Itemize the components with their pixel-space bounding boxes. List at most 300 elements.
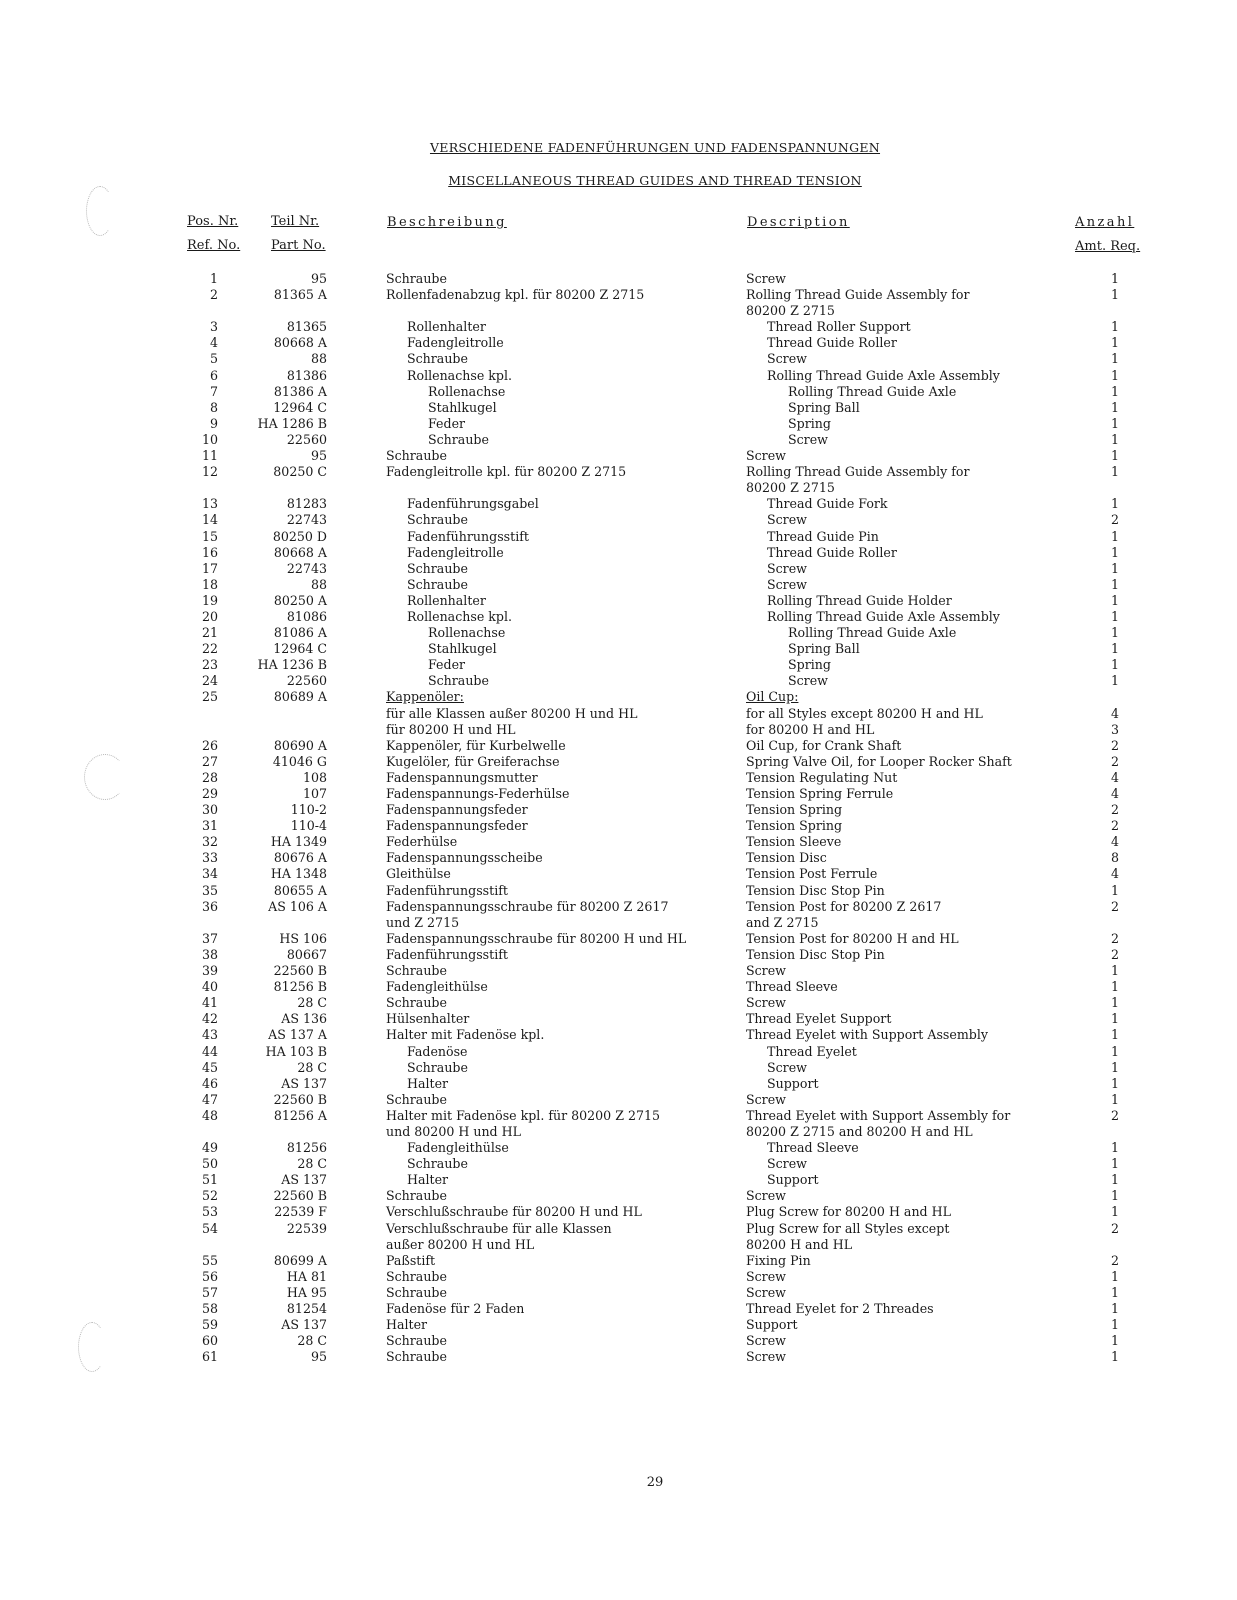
row-description-de: Fadenspannungsmutter — [386, 769, 538, 785]
row-amount: 2 — [1110, 930, 1119, 946]
row-part-nr: HA 1348 — [270, 866, 327, 882]
row-pos-nr: 57 — [201, 1284, 218, 1300]
row-description-de: Fadenführungsgabel — [407, 496, 539, 512]
row-description-de: Gleithülse — [386, 866, 451, 882]
table-row — [0, 368, 1237, 384]
row-part-nr: 81365 A — [273, 287, 327, 303]
row-part-nr: HA 1236 B — [257, 657, 327, 673]
row-part-nr: AS 137 — [281, 1075, 327, 1091]
row-part-nr: 22743 — [286, 512, 327, 528]
row-pos-nr: 36 — [201, 898, 218, 914]
row-description-en: Rolling Thread Guide Assembly for — [746, 464, 970, 480]
row-amount: 2 — [1110, 946, 1119, 962]
row-amount: 2 — [1110, 818, 1119, 834]
row-part-nr: 81254 — [286, 1301, 327, 1316]
row-description-en: Rolling Thread Guide Holder — [767, 592, 952, 608]
row-pos-nr: 59 — [201, 1317, 218, 1333]
row-description-de: Fadenspannungsfeder — [386, 818, 528, 834]
table-row — [0, 947, 1237, 963]
table-row — [0, 1253, 1237, 1269]
table-row — [0, 1221, 1237, 1237]
table-row — [0, 303, 1237, 319]
row-amount: 1 — [1110, 399, 1119, 415]
row-amount: 1 — [1110, 496, 1119, 512]
row-description-de: Schraube — [407, 576, 468, 592]
table-row — [0, 673, 1237, 689]
row-amount: 2 — [1110, 1220, 1119, 1236]
row-description-de: Fadenspannungsfeder — [386, 802, 528, 818]
row-part-nr: 110-2 — [290, 802, 327, 818]
row-pos-nr: 45 — [201, 1059, 218, 1075]
table-row — [0, 609, 1237, 625]
row-description-de: Fadengleithülse — [407, 1140, 509, 1156]
row-description-en: Support — [767, 1075, 819, 1091]
row-amount: 1 — [1110, 1333, 1119, 1349]
row-part-nr: 81365 — [286, 319, 327, 335]
row-part-nr: 22560 B — [273, 1188, 327, 1204]
row-description-de: Fadenführungsstift — [386, 946, 508, 962]
row-description-en: Screw — [746, 963, 786, 979]
row-pos-nr: 61 — [201, 1349, 218, 1365]
row-description-de: Rollenhalter — [407, 319, 486, 335]
table-row — [0, 1237, 1237, 1253]
row-description-en: Tension Spring Ferrule — [746, 786, 894, 801]
table-row — [0, 1317, 1237, 1333]
row-amount: 1 — [1110, 1268, 1119, 1284]
row-part-nr: 28 C — [297, 1333, 327, 1349]
row-pos-nr: 54 — [201, 1220, 218, 1236]
row-pos-nr: 13 — [201, 496, 218, 512]
row-amount: 2 — [1110, 898, 1119, 914]
row-pos-nr: 58 — [201, 1301, 218, 1316]
row-part-nr: 12964 C — [273, 641, 327, 657]
row-pos-nr: 7 — [209, 383, 218, 399]
row-amount: 1 — [1110, 448, 1119, 464]
row-description-en: Thread Sleeve — [767, 1140, 859, 1156]
row-pos-nr: 1 — [209, 271, 218, 286]
row-amount: 1 — [1110, 1043, 1119, 1059]
row-description-de: für alle Klassen außer 80200 H und HL — [386, 705, 638, 721]
row-description-en: Screw — [746, 995, 786, 1011]
row-description-en: Plug Screw for all Styles except — [746, 1220, 950, 1236]
row-description-de: Fadenführungsstift — [407, 528, 529, 544]
row-pos-nr: 52 — [201, 1188, 218, 1204]
header-description: Description — [747, 215, 850, 230]
row-part-nr: 81256 A — [273, 1107, 327, 1123]
row-part-nr: HS 106 — [279, 930, 327, 946]
table-row — [0, 1076, 1237, 1092]
row-description-en: 80200 Z 2715 — [746, 480, 835, 496]
row-description-de: Verschlußschraube für 80200 H und HL — [386, 1204, 642, 1220]
row-description-de: Fadengleitrolle — [407, 335, 504, 351]
row-description-en: Screw — [746, 1333, 786, 1349]
row-description-en: Tension Sleeve — [746, 834, 842, 850]
row-description-de: Schraube — [407, 1059, 468, 1075]
row-part-nr: 22560 — [286, 431, 327, 447]
row-description-en: Tension Regulating Nut — [746, 769, 898, 785]
table-row — [0, 738, 1237, 754]
row-amount: 1 — [1110, 415, 1119, 431]
table-row — [0, 1140, 1237, 1156]
row-description-de: Fadengleithülse — [386, 979, 488, 995]
row-description-en: Screw — [746, 1188, 786, 1204]
table-row — [0, 1269, 1237, 1285]
row-description-de: Schraube — [407, 351, 468, 367]
row-description-de: Rollenfadenabzug kpl. für 80200 Z 2715 — [386, 287, 645, 303]
row-description-en: Tension Disc Stop Pin — [746, 946, 885, 962]
row-description-de: Halter mit Fadenöse kpl. — [386, 1027, 545, 1043]
row-pos-nr: 55 — [201, 1252, 218, 1268]
header-anzahl: Anzahl — [1075, 215, 1135, 230]
row-part-nr: AS 106 A — [268, 898, 327, 914]
row-description-de: Hülsenhalter — [386, 1011, 470, 1027]
table-row — [0, 432, 1237, 448]
row-description-de: Halter — [407, 1075, 449, 1091]
row-pos-nr: 11 — [201, 448, 218, 464]
row-pos-nr: 23 — [201, 657, 218, 673]
row-part-nr: 80250 C — [273, 464, 327, 480]
row-description-de: und Z 2715 — [386, 914, 460, 930]
table-row — [0, 625, 1237, 641]
row-amount: 1 — [1110, 383, 1119, 399]
row-part-nr: 81086 A — [273, 625, 327, 641]
row-part-nr: 95 — [310, 271, 327, 286]
row-pos-nr: 42 — [201, 1011, 218, 1027]
row-amount: 2 — [1110, 1107, 1119, 1123]
row-pos-nr: 10 — [201, 431, 218, 447]
row-amount: 4 — [1110, 705, 1119, 721]
row-description-en: 80200 H and HL — [746, 1236, 853, 1252]
row-description-en: Plug Screw for 80200 H and HL — [746, 1204, 951, 1220]
row-amount: 1 — [1110, 1317, 1119, 1333]
row-pos-nr: 30 — [201, 802, 218, 818]
row-pos-nr: 34 — [201, 866, 218, 882]
row-description-de: Fadenspannungsschraube für 80200 H und HL — [386, 930, 687, 946]
row-description-en: Rolling Thread Guide Assembly for — [746, 287, 970, 303]
row-description-de: außer 80200 H und HL — [386, 1236, 535, 1252]
row-pos-nr: 8 — [209, 399, 218, 415]
row-amount: 1 — [1110, 1301, 1119, 1316]
row-description-en: Fixing Pin — [746, 1252, 811, 1268]
row-description-en: Support — [767, 1172, 819, 1188]
table-row — [0, 287, 1237, 303]
row-description-en: Screw — [767, 1156, 807, 1172]
row-pos-nr: 16 — [201, 544, 218, 560]
row-part-nr: 80689 A — [273, 689, 327, 705]
table-row — [0, 818, 1237, 834]
row-amount: 1 — [1110, 1011, 1119, 1027]
row-pos-nr: 35 — [201, 882, 218, 898]
row-part-nr: 22743 — [286, 560, 327, 576]
table-row — [0, 1172, 1237, 1188]
table-row — [0, 850, 1237, 866]
row-amount: 1 — [1110, 608, 1119, 624]
punch-hole-mark — [84, 754, 126, 800]
row-description-en: Thread Eyelet for 2 Threades — [746, 1301, 934, 1316]
table-row — [0, 464, 1237, 480]
row-amount: 2 — [1110, 512, 1119, 528]
row-amount: 2 — [1110, 802, 1119, 818]
row-description-en: Tension Spring — [746, 818, 843, 834]
row-description-en: Screw — [767, 576, 807, 592]
row-description-en: Tension Disc — [746, 850, 827, 866]
row-part-nr: 41046 G — [272, 753, 327, 769]
row-amount: 1 — [1110, 673, 1119, 689]
row-amount: 1 — [1110, 592, 1119, 608]
row-description-en: Spring — [788, 657, 831, 673]
row-description-de: Rollenhalter — [407, 592, 486, 608]
row-part-nr: 80690 A — [273, 737, 327, 753]
row-amount: 1 — [1110, 995, 1119, 1011]
row-pos-nr: 6 — [209, 367, 218, 383]
row-description-de: Federhülse — [386, 834, 458, 850]
row-amount: 4 — [1110, 834, 1119, 850]
row-part-nr: 80668 A — [273, 544, 327, 560]
row-description-en: Screw — [767, 560, 807, 576]
row-pos-nr: 49 — [201, 1140, 218, 1156]
row-part-nr: 81256 B — [273, 979, 327, 995]
table-row — [0, 335, 1237, 351]
row-pos-nr: 12 — [201, 464, 218, 480]
row-description-de: Rollenachse — [428, 383, 506, 399]
row-description-de: Stahlkugel — [428, 641, 497, 657]
row-description-en: Thread Eyelet with Support Assembly — [746, 1027, 988, 1043]
row-description-en: Thread Guide Pin — [767, 528, 879, 544]
table-row — [0, 931, 1237, 947]
row-pos-nr: 14 — [201, 512, 218, 528]
row-part-nr: HA 81 — [286, 1268, 327, 1284]
row-description-de: Feder — [428, 657, 466, 673]
row-description-en: for 80200 H and HL — [746, 721, 875, 737]
row-description-en: Screw — [767, 1059, 807, 1075]
row-description-en: Thread Eyelet — [767, 1043, 857, 1059]
row-pos-nr: 53 — [201, 1204, 218, 1220]
row-part-nr: 95 — [310, 1349, 327, 1365]
table-row — [0, 1204, 1237, 1220]
row-description-en: Spring — [788, 415, 831, 431]
row-amount: 1 — [1110, 1075, 1119, 1091]
table-row — [0, 1092, 1237, 1108]
row-description-de: Fadenöse — [407, 1043, 468, 1059]
row-description-de: Paßstift — [386, 1252, 436, 1268]
table-row — [0, 496, 1237, 512]
row-description-de: Schraube — [386, 1349, 447, 1365]
row-amount: 1 — [1110, 560, 1119, 576]
row-description-en: Thread Eyelet with Support Assembly for — [746, 1107, 1011, 1123]
table-row — [0, 545, 1237, 561]
table-row — [0, 802, 1237, 818]
table-row — [0, 448, 1237, 464]
row-description-en: Screw — [746, 1349, 786, 1365]
table-row — [0, 770, 1237, 786]
row-part-nr: HA 1286 B — [257, 415, 327, 431]
table-row — [0, 1011, 1237, 1027]
row-part-nr: 22560 B — [273, 1091, 327, 1107]
table-row — [0, 480, 1237, 496]
row-pos-nr: 25 — [201, 689, 218, 705]
row-pos-nr: 21 — [201, 625, 218, 641]
row-description-de: Schraube — [386, 1091, 447, 1107]
table-row — [0, 1027, 1237, 1043]
page-number: 29 — [646, 1475, 664, 1490]
row-description-de: Schraube — [407, 1156, 468, 1172]
row-pos-nr: 18 — [201, 576, 218, 592]
row-description-en: Screw — [746, 271, 786, 286]
row-description-en: 80200 Z 2715 — [746, 303, 835, 319]
row-description-en: Spring Ball — [788, 641, 860, 657]
header-ref-no: Ref. No. — [187, 238, 241, 253]
row-amount: 1 — [1110, 1059, 1119, 1075]
row-amount: 1 — [1110, 979, 1119, 995]
row-amount: 1 — [1110, 963, 1119, 979]
row-description-de: Fadenspannungsschraube für 80200 Z 2617 — [386, 898, 669, 914]
row-part-nr: HA 103 B — [265, 1043, 327, 1059]
row-amount: 1 — [1110, 882, 1119, 898]
table-row — [0, 1349, 1237, 1365]
row-amount: 1 — [1110, 641, 1119, 657]
row-description-de: Halter — [386, 1317, 428, 1333]
row-pos-nr: 48 — [201, 1107, 218, 1123]
row-description-en: Thread Sleeve — [746, 979, 838, 995]
row-amount: 2 — [1110, 1252, 1119, 1268]
row-description-en: Screw — [746, 1091, 786, 1107]
row-description-en: Tension Disc Stop Pin — [746, 882, 885, 898]
row-part-nr: 81386 A — [273, 383, 327, 399]
row-description-de: Fadenspannungsscheibe — [386, 850, 543, 866]
row-description-en: Rolling Thread Guide Axle Assembly — [767, 367, 1000, 383]
row-description-en: Thread Roller Support — [767, 319, 911, 335]
row-pos-nr: 5 — [209, 351, 218, 367]
table-row — [0, 657, 1237, 673]
table-row — [0, 1060, 1237, 1076]
table-row — [0, 593, 1237, 609]
row-pos-nr: 22 — [201, 641, 218, 657]
row-amount: 8 — [1110, 850, 1119, 866]
row-part-nr: 81386 — [286, 367, 327, 383]
row-amount: 4 — [1110, 866, 1119, 882]
row-part-nr: 80668 A — [273, 335, 327, 351]
row-pos-nr: 28 — [201, 769, 218, 785]
row-description-en: Thread Guide Roller — [767, 335, 897, 351]
row-part-nr: HA 95 — [286, 1284, 327, 1300]
row-description-en: Tension Spring — [746, 802, 843, 818]
row-part-nr: 108 — [302, 769, 327, 785]
row-amount: 1 — [1110, 1204, 1119, 1220]
row-description-en: Screw — [767, 351, 807, 367]
row-description-en: 80200 Z 2715 and 80200 H and HL — [746, 1123, 973, 1139]
row-description-de: Verschlußschraube für alle Klassen — [386, 1220, 612, 1236]
table-row — [0, 319, 1237, 335]
row-amount: 1 — [1110, 1172, 1119, 1188]
row-part-nr: 28 C — [297, 1156, 327, 1172]
row-description-de: Schraube — [428, 673, 489, 689]
row-description-de: Schraube — [386, 963, 447, 979]
table-row — [0, 706, 1237, 722]
row-description-en: Screw — [746, 1268, 786, 1284]
table-row — [0, 561, 1237, 577]
row-pos-nr: 47 — [201, 1091, 218, 1107]
row-amount: 1 — [1110, 464, 1119, 480]
row-description-en: Rolling Thread Guide Axle — [788, 383, 957, 399]
header-amt-req: Amt. Req. — [1075, 239, 1141, 254]
row-part-nr: 95 — [310, 448, 327, 464]
table-row — [0, 1156, 1237, 1172]
row-pos-nr: 17 — [201, 560, 218, 576]
row-pos-nr: 2 — [209, 287, 218, 303]
table-row — [0, 1188, 1237, 1204]
row-description-de: Rollenachse — [428, 625, 506, 641]
row-description-de: Halter mit Fadenöse kpl. für 80200 Z 2715 — [386, 1107, 660, 1123]
row-pos-nr: 15 — [201, 528, 218, 544]
punch-hole-mark — [86, 186, 114, 236]
row-pos-nr: 33 — [201, 850, 218, 866]
row-description-de: Schraube — [386, 1268, 447, 1284]
table-row — [0, 689, 1237, 705]
table-row — [0, 1333, 1237, 1349]
table-row — [0, 529, 1237, 545]
row-pos-nr: 40 — [201, 979, 218, 995]
row-amount: 1 — [1110, 431, 1119, 447]
row-description-en: for all Styles except 80200 H and HL — [746, 705, 983, 721]
table-row — [0, 1301, 1237, 1317]
row-description-en: Rolling Thread Guide Axle — [788, 625, 957, 641]
table-row — [0, 416, 1237, 432]
table-row — [0, 866, 1237, 882]
row-amount: 1 — [1110, 287, 1119, 303]
row-pos-nr: 29 — [201, 786, 218, 801]
row-description-de: Schraube — [386, 271, 447, 286]
row-pos-nr: 60 — [201, 1333, 218, 1349]
header-beschreibung: Beschreibung — [387, 215, 507, 230]
table-row — [0, 979, 1237, 995]
row-pos-nr: 24 — [201, 673, 218, 689]
row-pos-nr: 32 — [201, 834, 218, 850]
row-amount: 1 — [1110, 1140, 1119, 1156]
row-part-nr: 81283 — [286, 496, 327, 512]
table-row — [0, 400, 1237, 416]
row-amount: 1 — [1110, 657, 1119, 673]
row-description-de: Schraube — [428, 431, 489, 447]
row-part-nr: 80250 A — [273, 592, 327, 608]
row-amount: 4 — [1110, 786, 1119, 801]
row-description-de: Halter — [407, 1172, 449, 1188]
row-pos-nr: 19 — [201, 592, 218, 608]
row-pos-nr: 50 — [201, 1156, 218, 1172]
row-description-en: Screw — [767, 512, 807, 528]
row-description-en: Thread Guide Fork — [767, 496, 888, 512]
row-description-de: Schraube — [386, 448, 447, 464]
row-description-de: Fadengleitrolle kpl. für 80200 Z 2715 — [386, 464, 627, 480]
row-description-en: Spring Valve Oil, for Looper Rocker Shaft — [746, 753, 1012, 769]
row-description-de: Rollenachse kpl. — [407, 608, 512, 624]
punch-hole-mark — [78, 1322, 106, 1372]
table-row — [0, 577, 1237, 593]
table-row — [0, 271, 1237, 287]
row-pos-nr: 44 — [201, 1043, 218, 1059]
row-description-de: Feder — [428, 415, 466, 431]
row-amount: 2 — [1110, 737, 1119, 753]
row-amount: 3 — [1110, 721, 1119, 737]
table-row — [0, 1124, 1237, 1140]
row-description-de: Fadenspannungs-Federhülse — [386, 786, 570, 801]
row-description-en: Spring Ball — [788, 399, 860, 415]
page-title-german: VERSCHIEDENE FADENFÜHRUNGEN UND FADENSPANNUNGEN — [429, 140, 881, 155]
row-part-nr: 22560 B — [273, 963, 327, 979]
row-amount: 1 — [1110, 335, 1119, 351]
row-amount: 1 — [1110, 528, 1119, 544]
row-pos-nr: 31 — [201, 818, 218, 834]
row-part-nr: 22539 F — [274, 1204, 327, 1220]
